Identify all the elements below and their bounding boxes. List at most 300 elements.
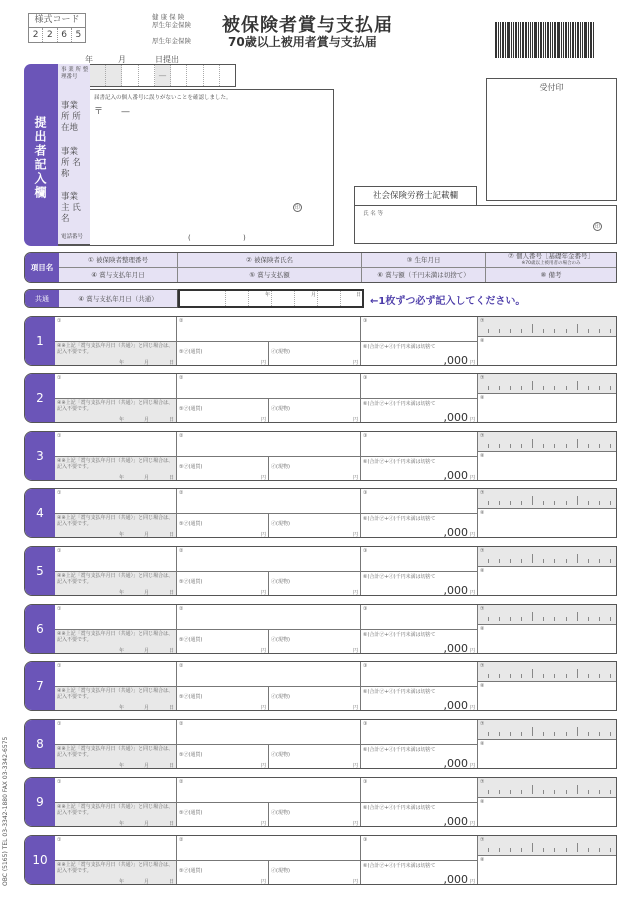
insured-number-input[interactable] [55,547,177,572]
payment-date-input[interactable] [55,861,177,885]
mark: ⑧ [480,510,485,516]
in-kind-amount-input[interactable] [269,687,361,711]
yen-unit: 円 [469,879,475,885]
in-kind-amount-input[interactable] [269,342,361,366]
header-cell-7 [486,253,616,268]
entry-row [24,604,617,654]
insured-number-input[interactable] [55,317,177,342]
bonus-total-input[interactable] [361,745,478,769]
submitter-labels [58,64,90,246]
mark: ④※上記「賞与支払年月日（共通）」と同じ場合は、記入不要です。 [57,804,174,816]
entry-number: 3 [25,432,55,480]
payment-date-input[interactable] [55,745,177,769]
mark: ⑤㋐(通貨) [179,521,203,527]
insured-number-input[interactable] [55,605,177,630]
mark: ⑥(合計㋐+㋑)千円未満は切捨て [363,805,436,811]
date-units: 年 月 日 [118,879,174,885]
mark: ③ [363,663,368,669]
payment-date-input[interactable] [55,399,177,423]
mark: ㋑(現物) [271,694,290,700]
cash-amount-input[interactable] [177,457,269,481]
entry-row [24,431,617,481]
entry-row [24,777,617,827]
bonus-total-input[interactable] [361,803,478,827]
mark: ⑦ [480,606,485,612]
mark: ㋑(現物) [271,406,290,412]
mark: ④※上記「賞与支払年月日（共通）」と同じ場合は、記入不要です。 [57,631,174,643]
office-number-dash: — [155,65,171,86]
mark: ⑤㋐(通貨) [179,868,203,874]
mark: ⑧ [480,395,485,401]
date-units: 年 月 日 [118,763,174,769]
remarks-input[interactable] [478,740,617,769]
mark: ⑤㋐(通貨) [179,637,203,643]
amount-suffix: ,000 [443,642,468,654]
remarks-input[interactable] [478,452,617,481]
bonus-total-input[interactable] [361,687,478,711]
insured-number-input[interactable] [55,374,177,399]
mark: ③ [363,721,368,727]
in-kind-amount-input[interactable] [269,803,361,827]
birthdate-input[interactable] [361,489,478,514]
yen-unit: 円 [352,360,358,366]
yen-unit: 円 [352,475,358,481]
mark: ⑦ [480,375,485,381]
mark: ③ [363,837,368,843]
publisher-note: OBC (5165) TEL 03-3342-1880 FAX 03-3342-6575 [2,736,9,886]
personal-number-input[interactable] [478,547,617,567]
bonus-total-input[interactable] [361,342,478,366]
address-label: 事業所 所在地 [61,101,81,133]
insured-name-input[interactable] [177,432,361,457]
mark: ㋑(現物) [271,637,290,643]
yen-unit: 円 [352,417,358,423]
cash-amount-input[interactable] [177,745,269,769]
amount-suffix: ,000 [443,584,468,596]
mark: ⑧ [480,453,485,459]
submitter-side-text: 提出者記入欄 [33,116,47,200]
common-row [24,289,178,308]
entry-number: 8 [25,720,55,768]
insured-number-input[interactable] [55,489,177,514]
year-unit: 年 [249,291,272,306]
remarks-input[interactable] [478,798,617,827]
yen-unit: 円 [352,590,358,596]
mark: ⑧ [480,338,485,344]
mark: ③ [363,548,368,554]
mark: ⑧ [480,741,485,747]
common-side-label: 共通 [25,290,59,307]
amount-suffix: ,000 [443,354,468,366]
payment-date-input[interactable] [55,572,177,596]
insured-name-input[interactable] [177,374,361,399]
header-cell: ① 被保険者整理番号 [59,253,178,268]
mark: ⑦ [480,837,485,843]
mark: ⑤㋐(通貨) [179,810,203,816]
mark: ⑥(合計㋐+㋑)千円未満は切捨て [363,459,436,465]
insured-name-input[interactable] [177,662,361,687]
entry-number: 9 [25,778,55,826]
mark: ⑤㋐(通貨) [179,349,203,355]
cash-amount-input[interactable] [177,514,269,538]
bonus-total-input[interactable] [361,457,478,481]
mark: ② [179,490,184,496]
remarks-input[interactable] [478,509,617,538]
in-kind-amount-input[interactable] [269,745,361,769]
phone-paren-open: ( [188,234,191,242]
yen-unit: 円 [260,763,266,769]
yen-unit: 円 [469,821,475,827]
mark: ③ [363,606,368,612]
mark: ③ [363,318,368,324]
mark: ② [179,779,184,785]
yen-unit: 円 [469,360,475,366]
in-kind-amount-input[interactable] [269,514,361,538]
cash-amount-input[interactable] [177,399,269,423]
bonus-total-input[interactable] [361,572,478,596]
mark: ⑥(合計㋐+㋑)千円未満は切捨て [363,344,436,350]
entry-number: 5 [25,547,55,595]
cash-amount-input[interactable] [177,630,269,654]
mark: ⑥(合計㋐+㋑)千円未満は切捨て [363,516,436,522]
office-number-label: 事 業 所 整理番号 [61,67,89,80]
form-code-digit: 6 [58,28,72,42]
office-number-input[interactable] [90,64,236,87]
header-cell-7-note: ※70歳以上被用者の場合のみ [521,261,581,266]
insured-name-input[interactable] [177,605,361,630]
personal-number-input[interactable] [478,662,617,682]
date-units: 年 月 日 [118,360,174,366]
entry-row [24,835,617,885]
insured-name-input[interactable] [177,720,361,745]
mark: ⑦ [480,721,485,727]
yen-unit: 円 [352,879,358,885]
bonus-total-input[interactable] [361,399,478,423]
common-date-input[interactable] [178,289,364,308]
sharoshi-input[interactable] [354,205,617,244]
mark: ④※上記「賞与支払年月日（共通）」と同じ場合は、記入不要です。 [57,573,174,585]
confirm-text: 届書記入の個人番号に誤りがないことを確認しました。 [94,95,232,101]
yen-unit: 円 [352,532,358,538]
mark: ⑦ [480,490,485,496]
form-code-digit: 2 [29,28,43,42]
cash-amount-input[interactable] [177,572,269,596]
in-kind-amount-input[interactable] [269,572,361,596]
mark: ③ [363,433,368,439]
birthdate-input[interactable] [361,836,478,861]
mark: ④※上記「賞与支払年月日（共通）」と同じ場合は、記入不要です。 [57,515,174,527]
submitter-side-label [24,64,58,246]
mark: ① [57,375,62,381]
remarks-input[interactable] [478,682,617,711]
bonus-total-input[interactable] [361,630,478,654]
yen-unit: 円 [260,360,266,366]
mark: ② [179,433,184,439]
personal-number-input[interactable] [478,778,617,798]
mark: ⑦ [480,663,485,669]
payment-date-input[interactable] [55,803,177,827]
seal-icon: 印 [594,224,600,230]
amount-suffix: ,000 [443,815,468,827]
mark: ⑤㋐(通貨) [179,464,203,470]
entry-number: 10 [25,836,55,884]
phone-label: 電話番号 [61,234,84,240]
mark: ⑥(合計㋐+㋑)千円未満は切捨て [363,863,436,869]
amount-suffix: ,000 [443,411,468,423]
birthdate-input[interactable] [361,720,478,745]
receipt-label: 受付印 [539,83,564,92]
entry-number: 1 [25,317,55,365]
personal-number-input[interactable] [478,489,617,509]
mark: ⑥(合計㋐+㋑)千円未満は切捨て [363,689,436,695]
mark: ⑧ [480,799,485,805]
insured-name-input[interactable] [177,836,361,861]
month-unit: 月 [295,291,318,306]
mark: ⑤㋐(通貨) [179,579,203,585]
seal-icon: 印 [294,205,300,211]
mark: ③ [363,779,368,785]
mark: ⑦ [480,779,485,785]
remarks-input[interactable] [478,625,617,654]
mark: ② [179,375,184,381]
date-units: 年 月 日 [118,532,174,538]
sharoshi-name-label: 氏 名 等 [363,211,383,217]
yen-unit: 円 [260,417,266,423]
remarks-input[interactable] [478,856,617,885]
mark: ② [179,837,184,843]
receipt-stamp-box [486,78,617,201]
mark: ㋑(現物) [271,752,290,758]
mark: ① [57,490,62,496]
yen-unit: 円 [260,590,266,596]
cash-amount-input[interactable] [177,803,269,827]
payment-date-input[interactable] [55,630,177,654]
payment-date-input[interactable] [55,457,177,481]
mark: ⑤㋐(通貨) [179,752,203,758]
mark: ② [179,663,184,669]
mark: ② [179,318,184,324]
yen-unit: 円 [260,879,266,885]
birthdate-input[interactable] [361,317,478,342]
header-cell: ⑧ 備考 [540,270,562,279]
yen-unit: 円 [260,532,266,538]
insured-name-input[interactable] [177,778,361,803]
in-kind-amount-input[interactable] [269,457,361,481]
yen-unit: 円 [260,475,266,481]
cash-amount-input[interactable] [177,342,269,366]
personal-number-input[interactable] [478,720,617,740]
mark: ⑦ [480,433,485,439]
insurance-type: 健 康 保 険 [152,13,185,21]
mark: ⑥(合計㋐+㋑)千円未満は切捨て [363,747,436,753]
cash-amount-input[interactable] [177,687,269,711]
insured-number-input[interactable] [55,662,177,687]
mark: ㋑(現物) [271,810,290,816]
payment-date-input[interactable] [55,687,177,711]
mark: ④※上記「賞与支払年月日（共通）」と同じ場合は、記入不要です。 [57,746,174,758]
insured-name-input[interactable] [177,317,361,342]
mark: ② [179,548,184,554]
year-label: 年 [85,55,93,64]
amount-suffix: ,000 [443,757,468,769]
mark: ㋑(現物) [271,868,290,874]
bonus-total-input[interactable] [361,861,478,885]
personal-number-input[interactable] [478,432,617,452]
owner-name-label: 事業主 氏 名 [61,192,90,224]
mark: ⑥(合計㋐+㋑)千円未満は切捨て [363,401,436,407]
insurance-type: 厚生年金保険 [152,21,191,29]
yen-unit: 円 [469,590,475,596]
date-units: 年 月 日 [118,590,174,596]
payment-date-input[interactable] [55,514,177,538]
insured-number-input[interactable] [55,720,177,745]
yen-unit: 円 [469,763,475,769]
entry-row [24,316,617,366]
form-code-box [28,13,86,43]
yen-unit: 円 [469,648,475,654]
barcode-icon [495,22,619,58]
yen-unit: 円 [352,648,358,654]
mark: ① [57,837,62,843]
date-units: 年 月 日 [118,475,174,481]
mark: ③ [363,375,368,381]
header-cell: ⑥ 賞与額（千円未満は切捨て） [362,268,486,282]
mark: ⑤㋐(通貨) [179,694,203,700]
form-subtitle: 70歳以上被用者賞与支払届 [228,35,377,49]
yen-unit: 円 [352,705,358,711]
personal-number-input[interactable] [478,605,617,625]
mark: ㋑(現物) [271,521,290,527]
mark: ④※上記「賞与支払年月日（共通）」と同じ場合は、記入不要です。 [57,458,174,470]
mark: ⑧ [480,626,485,632]
mark: ⑥(合計㋐+㋑)千円未満は切捨て [363,574,436,580]
yen-unit: 円 [469,705,475,711]
header-cell-7-label: ⑦ 個人番号［基礎年金番号］ [508,252,594,260]
mark: ① [57,721,62,727]
mark: ② [179,721,184,727]
amount-suffix: ,000 [443,526,468,538]
mark: ⑧ [480,683,485,689]
mark: ㋑(現物) [271,579,290,585]
postal-mark: 〒 — [94,107,131,117]
items-header [24,252,617,283]
mark: ⑦ [480,548,485,554]
personal-number-input[interactable] [478,836,617,856]
yen-unit: 円 [260,648,266,654]
phone-paren-close: ) [243,234,246,242]
items-side-label: 項目名 [25,253,59,282]
common-label: ④ 賞与支払年月日（共通） [59,290,177,307]
form-code-digit: 5 [75,30,82,40]
header-cell: ② 被保険者氏名 [178,253,362,268]
entry-row [24,488,617,538]
yen-unit: 円 [469,417,475,423]
mark: ① [57,318,62,324]
amount-suffix: ,000 [443,699,468,711]
birthdate-input[interactable] [361,778,478,803]
mark: ① [57,548,62,554]
mark: ① [57,779,62,785]
cash-amount-input[interactable] [177,861,269,885]
entry-row [24,719,617,769]
header-cell: ④ 賞与支払年月日 [59,268,178,282]
payment-date-input[interactable] [55,342,177,366]
yen-unit: 円 [352,763,358,769]
mark: ④※上記「賞与支払年月日（共通）」と同じ場合は、記入不要です。 [57,688,174,700]
date-units: 年 月 日 [118,648,174,654]
day-unit: 日 [355,292,361,298]
amount-suffix: ,000 [443,873,468,885]
entry-row [24,661,617,711]
common-note: ←1枚ずつ必ず記入してください。 [370,296,526,307]
mark: ⑤㋐(通貨) [179,406,203,412]
mark: ① [57,663,62,669]
in-kind-amount-input[interactable] [269,630,361,654]
form-code-digit: 2 [43,28,57,42]
remarks-input[interactable] [478,567,617,596]
insured-number-input[interactable] [55,836,177,861]
mark: ㋑(現物) [271,349,290,355]
mark: ① [57,606,62,612]
sharoshi-tab: 社会保険労務士記載欄 [354,186,477,206]
entry-number: 7 [25,662,55,710]
remarks-input[interactable] [478,337,617,366]
date-units: 年 月 日 [118,705,174,711]
birthdate-input[interactable] [361,662,478,687]
form-code-label: 様式コード [29,14,85,28]
in-kind-amount-input[interactable] [269,399,361,423]
insurance-types [152,13,191,45]
birthdate-input[interactable] [361,547,478,572]
submitter-info-input[interactable] [90,89,334,246]
birthdate-input[interactable] [361,432,478,457]
yen-unit: 円 [469,532,475,538]
entry-number: 6 [25,605,55,653]
bonus-total-input[interactable] [361,514,478,538]
office-name-label: 事業所 名 称 [61,147,90,179]
insured-number-input[interactable] [55,778,177,803]
insurance-type: 厚生年金保険 [152,37,191,45]
insured-number-input[interactable] [55,432,177,457]
birthdate-input[interactable] [361,605,478,630]
personal-number-input[interactable] [478,317,617,337]
remarks-input[interactable] [478,394,617,423]
form-title: 被保険者賞与支払届 [222,15,393,36]
in-kind-amount-input[interactable] [269,861,361,885]
month-label: 月 [118,55,126,64]
entry-row [24,546,617,596]
day-submit-label: 日提出 [155,55,179,64]
entry-number: 4 [25,489,55,537]
entry-number: 2 [25,374,55,422]
header-cell: ③ 生年月日 [362,253,486,268]
personal-number-input[interactable] [478,374,617,394]
insured-name-input[interactable] [177,547,361,572]
header-cell: ⑤ 賞与支払額 [178,268,362,282]
mark: ⑧ [480,568,485,574]
mark: ③ [363,490,368,496]
mark: ㋑(現物) [271,464,290,470]
birthdate-input[interactable] [361,374,478,399]
mark: ① [57,433,62,439]
mark: ② [179,606,184,612]
insured-name-input[interactable] [177,489,361,514]
yen-unit: 円 [469,475,475,481]
amount-suffix: ,000 [443,469,468,481]
entry-row [24,373,617,423]
yen-unit: 円 [352,821,358,827]
mark: ⑧ [480,857,485,863]
